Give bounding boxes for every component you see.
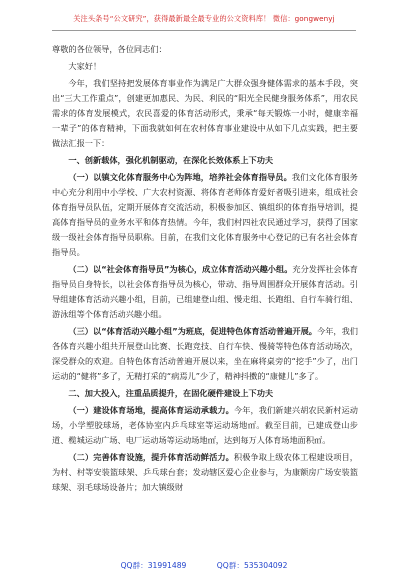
paragraph-text: 今年，我们新建兴胡农民新村运动场，小学塑胶球场，老体协室内乒乓球室等运动场地㎡。截至目前，已建成登山步道、榄城运动广场、电厂运动场等运动场地㎡，达到每万人体育场地面积㎡。 [52, 405, 358, 445]
header-divider [52, 30, 356, 31]
paragraph-text: 积极争取上级农体工程建设项目，为村、村等安装篮球架、乒乓球台套；发动辖区爱心企业参与，为康额房广场安装篮球架、羽毛球场设备片；加大镇级财 [52, 452, 358, 492]
subheading: （一）建设体育场地，提高体育运动承载力。 [68, 405, 234, 415]
subheading: （二）完善体育设施，提升体育活动鲜活力。 [68, 452, 234, 462]
section-2-paragraph-2 [52, 450, 358, 495]
subheading: （一）以镇文化体育服务中心为阵地，培养社会体育指导员。 [68, 172, 292, 182]
subheading: （三）以“体育活动兴趣小组”为班底，促进特色体育活动普遍开展。 [68, 326, 317, 336]
greeting: 尊敬的各位领导，各位同志们： [52, 44, 167, 54]
footer-qq-group-2: QQ群：535304092 [216, 561, 288, 570]
paragraph-text: 我们文化体育服务中心充分利用中小学校、广大农村资源、将体育老师体育爱好者吸引进来，组成社会体育指导员队伍，定期开展体育交流活动，积极参加区、镇组织的体育指导培训，提高体育指导员的业务水平和体育热情。今年，我们村四社农民通过学习，获得了国家级一级社会体育指导员职称。目前，在我们文化体育服务中心登记的已有名社会体育指导员。 [52, 172, 358, 257]
paragraph-text: 今年，我们各体育兴趣小组共开展登山比赛、长跑竞技、自行车快、慢骑等特色体育活动场次，深受群众的欢迎。自特色体育活动普遍开展以来，坐在麻将桌旁的“挖手”少了，出门运动的“健将”多了，无精打采的“病焉儿”少了，精神抖擞的“康健儿”多了。 [52, 326, 358, 381]
speech-body [52, 42, 358, 497]
paragraph-text: 充分发挥社会体育指导员自身特长，以社会体育指导员为核心，带动、指导周围群众开展体育活动。引导组建体育活动兴趣小组，目前，已组建登山组、慢走组、长跑组、自行车骑行组、游泳组等个体育活动兴趣小组。 [52, 264, 358, 319]
intro-paragraph: 今年，我们坚持把发展体育事业作为满足广大群众强身健体需求的基本手段，突出“三大工作重点”，创建更加惠民、为民、利民的“阳光全民健身服务体系”，用农民需求的体育发展模式，农民喜爱的体育活动形式，秉承“每天锻炼一小时，健康幸福一辈子”的体育精神，下面我就如何在农村体育事业建设中从如下几点实践，把主要做法汇报一下： [52, 78, 358, 148]
section-1-paragraph-1 [52, 170, 358, 260]
section-2-paragraph-1 [52, 403, 358, 448]
header-banner: 关注头条号“公文研究”，获得最新最全最专业的公文资料库！ 微信：gongwenyj [73, 14, 335, 23]
footer [0, 560, 408, 571]
subheading: （二）以“社会体育指导员”为核心，成立体育活动兴趣小组。 [68, 264, 293, 274]
section-1-paragraph-3 [52, 324, 358, 384]
section-1-heading: 一、创新载体，强化机制驱动，在深化长效体系上下功夫 [68, 155, 274, 165]
footer-qq-group-1: QQ群：31991489 [120, 561, 187, 570]
salutation: 大家好！ [68, 61, 102, 71]
section-1-paragraph-2 [52, 262, 358, 322]
section-2-heading: 二、加大投入，注重品质提升，在固化硬件建设上下功夫 [68, 388, 274, 398]
